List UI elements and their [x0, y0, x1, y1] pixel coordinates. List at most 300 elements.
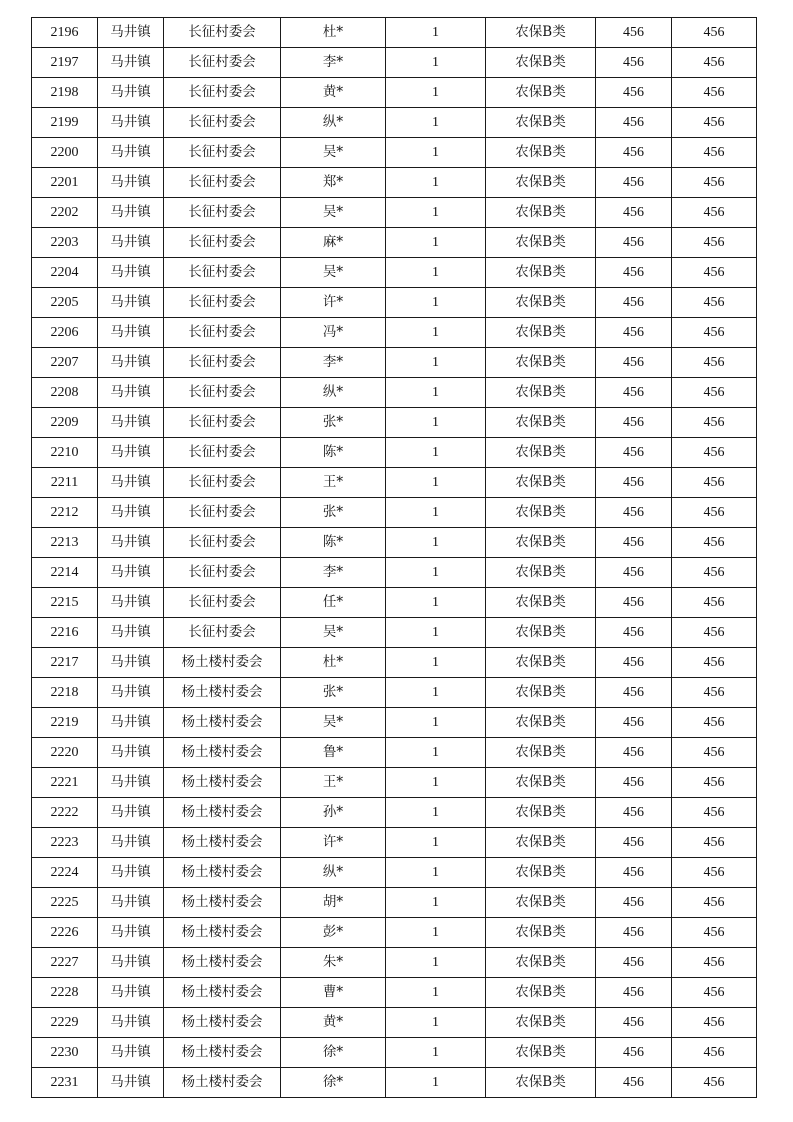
township-cell: 马井镇: [98, 558, 164, 588]
village-committee-cell: 长征村委会: [164, 138, 281, 168]
amount-cell: 456: [596, 678, 672, 708]
document-page: [31, 17, 756, 1098]
township-cell: 马井镇: [98, 1068, 164, 1098]
amount-cell: 456: [596, 1008, 672, 1038]
count-cell: 1: [386, 138, 486, 168]
township-cell: 马井镇: [98, 198, 164, 228]
row-number-cell: 2224: [32, 858, 98, 888]
row-number-cell: 2201: [32, 168, 98, 198]
row-number-cell: 2219: [32, 708, 98, 738]
name-cell: 吴*: [281, 618, 386, 648]
village-committee-cell: 长征村委会: [164, 78, 281, 108]
count-cell: 1: [386, 48, 486, 78]
row-number-cell: 2200: [32, 138, 98, 168]
category-cell: 农保B类: [486, 558, 596, 588]
category-cell: 农保B类: [486, 1068, 596, 1098]
township-cell: 马井镇: [98, 168, 164, 198]
category-cell: 农保B类: [486, 468, 596, 498]
category-cell: 农保B类: [486, 48, 596, 78]
row-number-cell: 2196: [32, 18, 98, 48]
table-row: [32, 768, 757, 798]
table-row: [32, 288, 757, 318]
total-cell: 456: [672, 378, 757, 408]
township-cell: 马井镇: [98, 708, 164, 738]
township-cell: 马井镇: [98, 438, 164, 468]
amount-cell: 456: [596, 1038, 672, 1068]
name-cell: 孙*: [281, 798, 386, 828]
row-number-cell: 2212: [32, 498, 98, 528]
table-row: [32, 198, 757, 228]
table-row: [32, 948, 757, 978]
category-cell: 农保B类: [486, 978, 596, 1008]
name-cell: 鲁*: [281, 738, 386, 768]
name-cell: 任*: [281, 588, 386, 618]
name-cell: 许*: [281, 828, 386, 858]
count-cell: 1: [386, 1038, 486, 1068]
village-committee-cell: 杨土楼村委会: [164, 828, 281, 858]
table-row: [32, 588, 757, 618]
row-number-cell: 2211: [32, 468, 98, 498]
village-committee-cell: 长征村委会: [164, 348, 281, 378]
total-cell: 456: [672, 438, 757, 468]
category-cell: 农保B类: [486, 948, 596, 978]
count-cell: 1: [386, 498, 486, 528]
total-cell: 456: [672, 108, 757, 138]
village-committee-cell: 杨土楼村委会: [164, 978, 281, 1008]
amount-cell: 456: [596, 318, 672, 348]
name-cell: 郑*: [281, 168, 386, 198]
village-committee-cell: 杨土楼村委会: [164, 768, 281, 798]
total-cell: 456: [672, 1008, 757, 1038]
row-number-cell: 2199: [32, 108, 98, 138]
count-cell: 1: [386, 588, 486, 618]
category-cell: 农保B类: [486, 708, 596, 738]
amount-cell: 456: [596, 228, 672, 258]
total-cell: 456: [672, 1068, 757, 1098]
township-cell: 马井镇: [98, 648, 164, 678]
count-cell: 1: [386, 258, 486, 288]
row-number-cell: 2221: [32, 768, 98, 798]
row-number-cell: 2208: [32, 378, 98, 408]
table-row: [32, 858, 757, 888]
total-cell: 456: [672, 78, 757, 108]
table-row: [32, 498, 757, 528]
total-cell: 456: [672, 198, 757, 228]
count-cell: 1: [386, 318, 486, 348]
category-cell: 农保B类: [486, 408, 596, 438]
village-committee-cell: 长征村委会: [164, 318, 281, 348]
township-cell: 马井镇: [98, 738, 164, 768]
amount-cell: 456: [596, 738, 672, 768]
total-cell: 456: [672, 888, 757, 918]
township-cell: 马井镇: [98, 48, 164, 78]
count-cell: 1: [386, 708, 486, 738]
category-cell: 农保B类: [486, 348, 596, 378]
count-cell: 1: [386, 108, 486, 138]
name-cell: 陈*: [281, 438, 386, 468]
row-number-cell: 2210: [32, 438, 98, 468]
table-row: [32, 708, 757, 738]
village-committee-cell: 长征村委会: [164, 528, 281, 558]
amount-cell: 456: [596, 918, 672, 948]
name-cell: 曹*: [281, 978, 386, 1008]
village-committee-cell: 长征村委会: [164, 258, 281, 288]
name-cell: 胡*: [281, 888, 386, 918]
count-cell: 1: [386, 1008, 486, 1038]
name-cell: 吴*: [281, 258, 386, 288]
township-cell: 马井镇: [98, 498, 164, 528]
row-number-cell: 2226: [32, 918, 98, 948]
name-cell: 朱*: [281, 948, 386, 978]
amount-cell: 456: [596, 1068, 672, 1098]
table-row: [32, 318, 757, 348]
category-cell: 农保B类: [486, 888, 596, 918]
village-committee-cell: 杨土楼村委会: [164, 708, 281, 738]
category-cell: 农保B类: [486, 108, 596, 138]
township-cell: 马井镇: [98, 18, 164, 48]
row-number-cell: 2214: [32, 558, 98, 588]
total-cell: 456: [672, 858, 757, 888]
total-cell: 456: [672, 978, 757, 1008]
count-cell: 1: [386, 198, 486, 228]
category-cell: 农保B类: [486, 498, 596, 528]
name-cell: 许*: [281, 288, 386, 318]
name-cell: 李*: [281, 348, 386, 378]
count-cell: 1: [386, 798, 486, 828]
count-cell: 1: [386, 228, 486, 258]
total-cell: 456: [672, 948, 757, 978]
table-row: [32, 798, 757, 828]
name-cell: 李*: [281, 558, 386, 588]
total-cell: 456: [672, 138, 757, 168]
village-committee-cell: 杨土楼村委会: [164, 918, 281, 948]
count-cell: 1: [386, 78, 486, 108]
count-cell: 1: [386, 618, 486, 648]
row-number-cell: 2209: [32, 408, 98, 438]
amount-cell: 456: [596, 48, 672, 78]
amount-cell: 456: [596, 378, 672, 408]
row-number-cell: 2205: [32, 288, 98, 318]
village-committee-cell: 杨土楼村委会: [164, 888, 281, 918]
total-cell: 456: [672, 468, 757, 498]
table-row: [32, 468, 757, 498]
total-cell: 456: [672, 258, 757, 288]
table-row: [32, 888, 757, 918]
total-cell: 456: [672, 738, 757, 768]
count-cell: 1: [386, 18, 486, 48]
count-cell: 1: [386, 978, 486, 1008]
count-cell: 1: [386, 648, 486, 678]
township-cell: 马井镇: [98, 858, 164, 888]
name-cell: 冯*: [281, 318, 386, 348]
count-cell: 1: [386, 678, 486, 708]
count-cell: 1: [386, 1068, 486, 1098]
amount-cell: 456: [596, 558, 672, 588]
count-cell: 1: [386, 288, 486, 318]
amount-cell: 456: [596, 798, 672, 828]
amount-cell: 456: [596, 468, 672, 498]
name-cell: 徐*: [281, 1038, 386, 1068]
name-cell: 杜*: [281, 18, 386, 48]
township-cell: 马井镇: [98, 588, 164, 618]
count-cell: 1: [386, 438, 486, 468]
township-cell: 马井镇: [98, 318, 164, 348]
category-cell: 农保B类: [486, 78, 596, 108]
total-cell: 456: [672, 348, 757, 378]
village-committee-cell: 杨土楼村委会: [164, 1038, 281, 1068]
name-cell: 王*: [281, 468, 386, 498]
category-cell: 农保B类: [486, 378, 596, 408]
table-row: [32, 48, 757, 78]
name-cell: 李*: [281, 48, 386, 78]
table-row: [32, 78, 757, 108]
category-cell: 农保B类: [486, 258, 596, 288]
township-cell: 马井镇: [98, 138, 164, 168]
total-cell: 456: [672, 708, 757, 738]
category-cell: 农保B类: [486, 18, 596, 48]
total-cell: 456: [672, 798, 757, 828]
table-row: [32, 228, 757, 258]
village-committee-cell: 长征村委会: [164, 558, 281, 588]
village-committee-cell: 杨土楼村委会: [164, 738, 281, 768]
count-cell: 1: [386, 378, 486, 408]
row-number-cell: 2215: [32, 588, 98, 618]
name-cell: 王*: [281, 768, 386, 798]
name-cell: 纵*: [281, 378, 386, 408]
total-cell: 456: [672, 408, 757, 438]
table-row: [32, 438, 757, 468]
village-committee-cell: 长征村委会: [164, 468, 281, 498]
row-number-cell: 2206: [32, 318, 98, 348]
row-number-cell: 2229: [32, 1008, 98, 1038]
village-committee-cell: 长征村委会: [164, 498, 281, 528]
amount-cell: 456: [596, 408, 672, 438]
table-row: [32, 1038, 757, 1068]
township-cell: 马井镇: [98, 228, 164, 258]
table-row: [32, 978, 757, 1008]
row-number-cell: 2225: [32, 888, 98, 918]
amount-cell: 456: [596, 618, 672, 648]
table-row: [32, 138, 757, 168]
township-cell: 马井镇: [98, 798, 164, 828]
count-cell: 1: [386, 828, 486, 858]
category-cell: 农保B类: [486, 198, 596, 228]
count-cell: 1: [386, 558, 486, 588]
township-cell: 马井镇: [98, 288, 164, 318]
count-cell: 1: [386, 408, 486, 438]
category-cell: 农保B类: [486, 288, 596, 318]
table-row: [32, 378, 757, 408]
category-cell: 农保B类: [486, 828, 596, 858]
total-cell: 456: [672, 168, 757, 198]
township-cell: 马井镇: [98, 108, 164, 138]
village-committee-cell: 长征村委会: [164, 108, 281, 138]
table-body: [32, 18, 757, 1098]
total-cell: 456: [672, 498, 757, 528]
name-cell: 黄*: [281, 1008, 386, 1038]
category-cell: 农保B类: [486, 858, 596, 888]
total-cell: 456: [672, 588, 757, 618]
table-row: [32, 1008, 757, 1038]
row-number-cell: 2222: [32, 798, 98, 828]
category-cell: 农保B类: [486, 738, 596, 768]
village-committee-cell: 杨土楼村委会: [164, 1068, 281, 1098]
row-number-cell: 2204: [32, 258, 98, 288]
count-cell: 1: [386, 348, 486, 378]
count-cell: 1: [386, 468, 486, 498]
category-cell: 农保B类: [486, 648, 596, 678]
category-cell: 农保B类: [486, 798, 596, 828]
name-cell: 张*: [281, 408, 386, 438]
village-committee-cell: 长征村委会: [164, 18, 281, 48]
village-committee-cell: 长征村委会: [164, 168, 281, 198]
category-cell: 农保B类: [486, 618, 596, 648]
township-cell: 马井镇: [98, 678, 164, 708]
category-cell: 农保B类: [486, 168, 596, 198]
row-number-cell: 2231: [32, 1068, 98, 1098]
township-cell: 马井镇: [98, 618, 164, 648]
category-cell: 农保B类: [486, 678, 596, 708]
total-cell: 456: [672, 558, 757, 588]
amount-cell: 456: [596, 168, 672, 198]
village-committee-cell: 长征村委会: [164, 48, 281, 78]
amount-cell: 456: [596, 78, 672, 108]
row-number-cell: 2213: [32, 528, 98, 558]
name-cell: 张*: [281, 498, 386, 528]
total-cell: 456: [672, 618, 757, 648]
total-cell: 456: [672, 1038, 757, 1068]
name-cell: 吴*: [281, 708, 386, 738]
amount-cell: 456: [596, 18, 672, 48]
township-cell: 马井镇: [98, 888, 164, 918]
amount-cell: 456: [596, 438, 672, 468]
table-row: [32, 168, 757, 198]
subsidy-roster-table: [31, 17, 757, 1098]
township-cell: 马井镇: [98, 528, 164, 558]
village-committee-cell: 长征村委会: [164, 438, 281, 468]
count-cell: 1: [386, 738, 486, 768]
count-cell: 1: [386, 888, 486, 918]
village-committee-cell: 杨土楼村委会: [164, 648, 281, 678]
name-cell: 张*: [281, 678, 386, 708]
township-cell: 马井镇: [98, 768, 164, 798]
township-cell: 马井镇: [98, 828, 164, 858]
row-number-cell: 2207: [32, 348, 98, 378]
village-committee-cell: 杨土楼村委会: [164, 948, 281, 978]
count-cell: 1: [386, 948, 486, 978]
amount-cell: 456: [596, 708, 672, 738]
total-cell: 456: [672, 18, 757, 48]
table-row: [32, 258, 757, 288]
total-cell: 456: [672, 318, 757, 348]
total-cell: 456: [672, 648, 757, 678]
table-row: [32, 408, 757, 438]
name-cell: 吴*: [281, 138, 386, 168]
table-row: [32, 618, 757, 648]
row-number-cell: 2218: [32, 678, 98, 708]
category-cell: 农保B类: [486, 1038, 596, 1068]
township-cell: 马井镇: [98, 468, 164, 498]
row-number-cell: 2202: [32, 198, 98, 228]
count-cell: 1: [386, 168, 486, 198]
amount-cell: 456: [596, 858, 672, 888]
name-cell: 黄*: [281, 78, 386, 108]
total-cell: 456: [672, 228, 757, 258]
village-committee-cell: 杨土楼村委会: [164, 798, 281, 828]
amount-cell: 456: [596, 108, 672, 138]
amount-cell: 456: [596, 888, 672, 918]
village-committee-cell: 杨土楼村委会: [164, 1008, 281, 1038]
total-cell: 456: [672, 828, 757, 858]
count-cell: 1: [386, 918, 486, 948]
row-number-cell: 2227: [32, 948, 98, 978]
name-cell: 杜*: [281, 648, 386, 678]
table-row: [32, 1068, 757, 1098]
township-cell: 马井镇: [98, 948, 164, 978]
row-number-cell: 2220: [32, 738, 98, 768]
name-cell: 彭*: [281, 918, 386, 948]
total-cell: 456: [672, 288, 757, 318]
township-cell: 马井镇: [98, 408, 164, 438]
category-cell: 农保B类: [486, 768, 596, 798]
table-row: [32, 558, 757, 588]
row-number-cell: 2197: [32, 48, 98, 78]
table-row: [32, 108, 757, 138]
total-cell: 456: [672, 768, 757, 798]
name-cell: 吴*: [281, 198, 386, 228]
count-cell: 1: [386, 858, 486, 888]
category-cell: 农保B类: [486, 318, 596, 348]
village-committee-cell: 杨土楼村委会: [164, 678, 281, 708]
village-committee-cell: 长征村委会: [164, 228, 281, 258]
category-cell: 农保B类: [486, 528, 596, 558]
total-cell: 456: [672, 678, 757, 708]
village-committee-cell: 长征村委会: [164, 288, 281, 318]
township-cell: 马井镇: [98, 918, 164, 948]
name-cell: 纵*: [281, 108, 386, 138]
township-cell: 马井镇: [98, 348, 164, 378]
category-cell: 农保B类: [486, 588, 596, 618]
amount-cell: 456: [596, 198, 672, 228]
amount-cell: 456: [596, 978, 672, 1008]
amount-cell: 456: [596, 258, 672, 288]
name-cell: 纵*: [281, 858, 386, 888]
table-row: [32, 348, 757, 378]
amount-cell: 456: [596, 828, 672, 858]
village-committee-cell: 杨土楼村委会: [164, 858, 281, 888]
township-cell: 马井镇: [98, 378, 164, 408]
category-cell: 农保B类: [486, 1008, 596, 1038]
table-row: [32, 18, 757, 48]
village-committee-cell: 长征村委会: [164, 198, 281, 228]
table-row: [32, 648, 757, 678]
row-number-cell: 2228: [32, 978, 98, 1008]
row-number-cell: 2217: [32, 648, 98, 678]
count-cell: 1: [386, 528, 486, 558]
total-cell: 456: [672, 528, 757, 558]
village-committee-cell: 长征村委会: [164, 618, 281, 648]
amount-cell: 456: [596, 768, 672, 798]
amount-cell: 456: [596, 288, 672, 318]
village-committee-cell: 长征村委会: [164, 408, 281, 438]
total-cell: 456: [672, 48, 757, 78]
table-row: [32, 738, 757, 768]
row-number-cell: 2203: [32, 228, 98, 258]
amount-cell: 456: [596, 648, 672, 678]
table-row: [32, 528, 757, 558]
name-cell: 陈*: [281, 528, 386, 558]
table-row: [32, 918, 757, 948]
